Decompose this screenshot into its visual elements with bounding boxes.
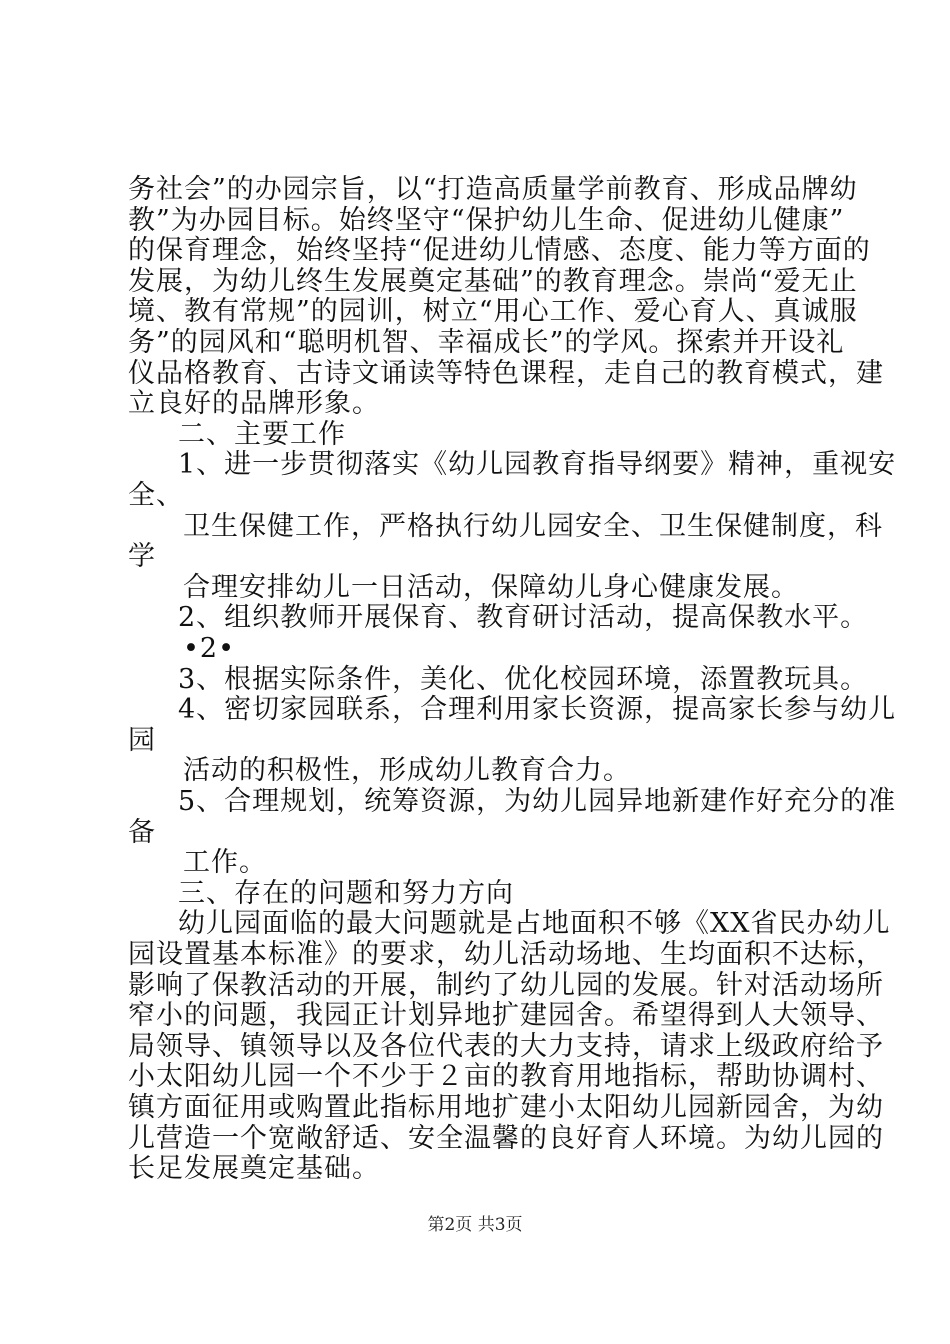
page-footer: 第2页 共3页	[427, 1215, 523, 1235]
list-item: 5、合理规划，统筹资源，为幼儿园异地新建作好充分的准	[178, 786, 897, 817]
text-line: 小太阳幼儿园一个不少于２亩的教育用地指标，帮助协调村、	[128, 1061, 884, 1092]
text-line: 长足发展奠定基础。	[128, 1153, 380, 1184]
section-heading: 三、存在的问题和努力方向	[178, 878, 514, 909]
text-line: 的保育理念，始终坚持“促进幼儿情感、态度、能力等方面的	[128, 235, 871, 266]
text-line: 儿营造一个宽敞舒适、安全温馨的良好育人环境。为幼儿园的	[128, 1123, 884, 1154]
section-heading: 二、主要工作	[178, 419, 346, 450]
text-line: 发展，为幼儿终生发展奠定基础”的教育理念。崇尚“爱无止	[128, 266, 858, 297]
text-line: 卫生保健工作，严格执行幼儿园安全、卫生保健制度，科	[183, 511, 883, 542]
text-line: 活动的积极性，形成幼儿教育合力。	[183, 755, 631, 786]
list-item: 2、组织教师开展保育、教育研讨活动，提高保教水平。	[178, 602, 869, 633]
text-line: 影响了保教活动的开展，制约了幼儿园的发展。针对活动场所	[128, 970, 884, 1001]
text-line: 园设置基本标准》的要求，幼儿活动场地、生均面积不达标，	[128, 939, 884, 970]
text-line: 立良好的品牌形象。	[128, 388, 380, 419]
text-line: 务”的园风和“聪明机智、幸福成长”的学风。探索并开设礼	[128, 327, 845, 358]
page-marker: •2•	[183, 633, 236, 664]
text-line: 镇方面征用或购置此指标用地扩建小太阳幼儿园新园舍，为幼	[128, 1092, 884, 1123]
text-line: 境、教有常规”的园训，树立“用心工作、爱心育人、真诚服	[128, 296, 858, 327]
text-line: 仪品格教育、古诗文诵读等特色课程，走自己的教育模式，建	[128, 358, 884, 389]
text-line: 合理安排幼儿一日活动，保障幼儿身心健康发展。	[183, 572, 799, 603]
list-item: 4、密切家园联系，合理利用家长资源，提高家长参与幼儿	[178, 694, 897, 725]
text-line: 务社会”的办园宗旨，以“打造高质量学前教育、形成品牌幼	[128, 174, 858, 205]
text-line: 窄小的问题，我园正计划异地扩建园舍。希望得到人大领导、	[128, 1000, 884, 1031]
text-line: 局领导、镇领导以及各位代表的大力支持，请求上级政府给予	[128, 1031, 884, 1062]
text-line: 全、	[128, 480, 184, 511]
text-line: 工作。	[183, 847, 267, 878]
text-line: 幼儿园面临的最大问题就是占地面积不够《XX省民办幼儿	[178, 908, 891, 939]
text-line: 园	[128, 725, 156, 756]
text-line: 学	[128, 541, 156, 572]
text-line: 备	[128, 817, 156, 848]
text-line: 教”为办园目标。始终坚守“保护幼儿生命、促进幼儿健康”	[128, 205, 845, 236]
list-item: 1、进一步贯彻落实《幼儿园教育指导纲要》精神，重视安	[178, 449, 897, 480]
list-item: 3、根据实际条件，美化、优化校园环境，添置教玩具。	[178, 664, 869, 695]
